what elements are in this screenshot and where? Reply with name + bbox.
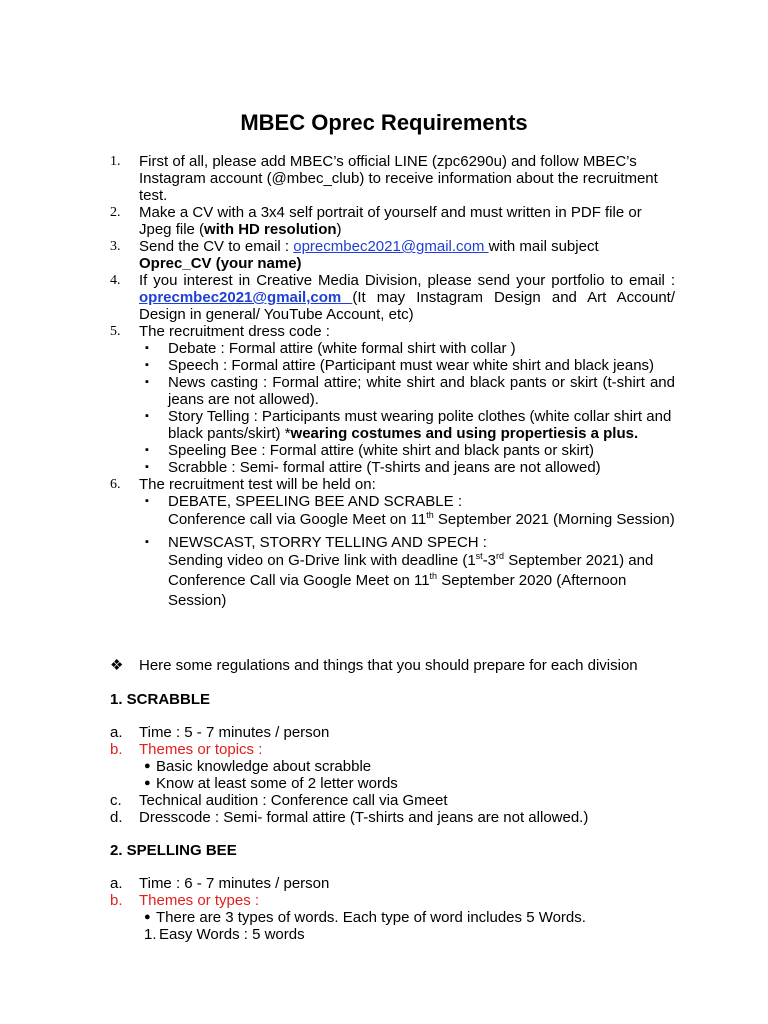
detail-row	[110, 724, 675, 741]
square-bullet-icon: ▪	[145, 495, 149, 507]
detail-text: September 2021) and Conference Call via Google Meet on 11	[168, 552, 654, 589]
round-bullet-icon: ●	[144, 777, 151, 789]
spelling-bee-details	[110, 875, 675, 943]
item-text: (It may Instagram Design and Art Account/ Design in general/ YouTube Account, etc)	[139, 289, 676, 323]
superscript: rd	[496, 551, 505, 561]
section-heading-spelling-bee: 2. SPELLING BEE	[110, 842, 237, 859]
detail-row	[110, 792, 675, 809]
detail-text: -3	[482, 552, 497, 569]
item-number: 2.	[110, 205, 121, 220]
topic-item	[110, 775, 675, 792]
requirement-item-2	[110, 204, 675, 238]
item-text: If you interest in Creative Media Division, please send your portfolio to email :	[139, 272, 675, 289]
item-text: Send the CV to email :	[139, 238, 294, 255]
document-title: MBEC Oprec Requirements	[240, 110, 528, 135]
note-text: Here some regulations and things that you should prepare for each division	[139, 657, 638, 674]
item-bold-text: with HD resolution	[204, 221, 337, 238]
requirement-item-3	[110, 238, 675, 272]
topic-text: Basic knowledge about scrabble	[156, 758, 372, 775]
item-bold-text: Oprec_CV (your name)	[139, 255, 302, 272]
round-bullet-icon: ●	[144, 911, 151, 923]
section-heading-scrabble: 1. SCRABBLE	[110, 691, 211, 708]
item-text: Speeling Bee : Formal attire (white shirt and black pants or skirt)	[168, 442, 595, 459]
requirement-item-5	[110, 323, 675, 340]
item-text: News casting : Formal attire; white shirt and black pants or skirt (t-shirt and jeans are not allowed).	[168, 374, 675, 408]
email-link[interactable]: oprecmbec2021@gmail,com	[139, 289, 353, 306]
square-bullet-icon: ▪	[145, 536, 149, 548]
dress-code-item	[110, 357, 675, 374]
detail-row	[110, 809, 675, 826]
item-text: Scrabble : Semi- formal attire (T-shirts and jeans are not allowed)	[168, 459, 601, 476]
square-bullet-icon: ▪	[145, 359, 149, 371]
square-bullet-icon: ▪	[145, 342, 149, 354]
square-bullet-icon: ▪	[145, 376, 149, 388]
numbered-subitem	[110, 926, 675, 943]
row-text: Time : 6 - 7 minutes / person	[139, 875, 330, 892]
square-bullet-icon: ▪	[145, 444, 149, 456]
round-bullet-icon: ●	[144, 760, 151, 772]
four-diamond-bullet-icon: ❖	[110, 657, 124, 674]
email-link[interactable]: oprecmbec2021@gmail.com	[293, 238, 489, 255]
item-text: with mail subject	[488, 238, 599, 255]
detail-text: Sending video on G-Drive link with deadline (1	[168, 552, 476, 569]
detail-text: September 2021 (Morning Session)	[433, 511, 675, 528]
topic-text: Know at least some of 2 letter words	[156, 775, 398, 792]
detail-row	[110, 741, 675, 758]
subitem-number: 1.	[144, 926, 157, 943]
dress-code-item	[110, 408, 675, 442]
schedule-group-detail	[110, 510, 675, 530]
detail-row	[110, 892, 675, 909]
dress-code-item	[110, 374, 675, 408]
superscript: th	[426, 510, 434, 520]
item-number: 6.	[110, 477, 121, 492]
requirement-item-1	[110, 153, 675, 204]
item-number: 1.	[110, 154, 121, 169]
schedule-group-detail	[110, 551, 675, 611]
dress-code-item	[110, 340, 675, 357]
requirement-item-6	[110, 476, 675, 493]
type-text: There are 3 types of words. Each type of word includes 5 Words.	[156, 909, 586, 926]
requirements-list	[110, 153, 675, 611]
row-letter: a.	[110, 875, 123, 892]
schedule-group-heading	[110, 534, 675, 551]
row-text: Technical audition : Conference call via Gmeet	[139, 792, 448, 809]
row-text: Dresscode : Semi- formal attire (T-shirts and jeans are not allowed.)	[139, 809, 589, 826]
item-text: Story Telling : Participants must wearing polite clothes (white collar shirt and black pants/skirt) *	[168, 408, 672, 442]
row-letter: d.	[110, 809, 123, 826]
item-text: The recruitment dress code :	[139, 323, 330, 340]
superscript: th	[429, 571, 438, 581]
row-letter: a.	[110, 724, 123, 741]
item-text: The recruitment test will be held on:	[139, 476, 376, 493]
row-text: Time : 5 - 7 minutes / person	[139, 724, 330, 741]
item-number: 4.	[110, 273, 121, 288]
scrabble-details	[110, 724, 675, 826]
item-text: DEBATE, SPEELING BEE AND SCRABLE :	[168, 493, 462, 510]
row-letter: c.	[110, 792, 122, 809]
subitem-text: Easy Words : 5 words	[159, 926, 305, 943]
row-text: Themes or topics :	[139, 741, 263, 758]
regulations-note	[110, 657, 704, 674]
dress-code-item	[110, 442, 675, 459]
requirement-item-4	[110, 272, 675, 323]
item-bold-text: wearing costumes and using propertiesis a plus.	[290, 425, 639, 442]
detail-row	[110, 875, 675, 892]
detail-text: Conference call via Google Meet on 11	[168, 511, 427, 528]
topic-item	[110, 758, 675, 775]
item-text: Speech : Formal attire (Participant must wear white shirt and black jeans)	[168, 357, 655, 374]
item-text: First of all, please add MBEC’s official LINE (zpc6290u) and follow MBEC’s Instagram account (@mbec_club) to receive information about the recruitment test.	[139, 153, 658, 204]
item-text: Make a CV with a 3x4 self portrait of yourself and must written in PDF file or Jpeg file (	[139, 204, 642, 238]
item-number: 3.	[110, 239, 121, 254]
schedule-group-heading	[110, 493, 675, 510]
detail-text: September 2020 (Afternoon Session)	[168, 572, 627, 609]
item-text: Debate : Formal attire (white formal shirt with collar )	[168, 340, 516, 357]
square-bullet-icon: ▪	[145, 410, 149, 422]
row-letter: b.	[110, 741, 123, 758]
item-text: )	[336, 221, 342, 238]
row-letter: b.	[110, 892, 123, 909]
row-text: Themes or types :	[139, 892, 260, 909]
superscript: st	[475, 551, 483, 561]
type-item	[110, 909, 675, 926]
dress-code-item	[110, 459, 675, 476]
square-bullet-icon: ▪	[145, 461, 149, 473]
item-text: NEWSCAST, STORRY TELLING AND SPECH :	[168, 534, 487, 551]
item-number: 5.	[110, 324, 121, 339]
